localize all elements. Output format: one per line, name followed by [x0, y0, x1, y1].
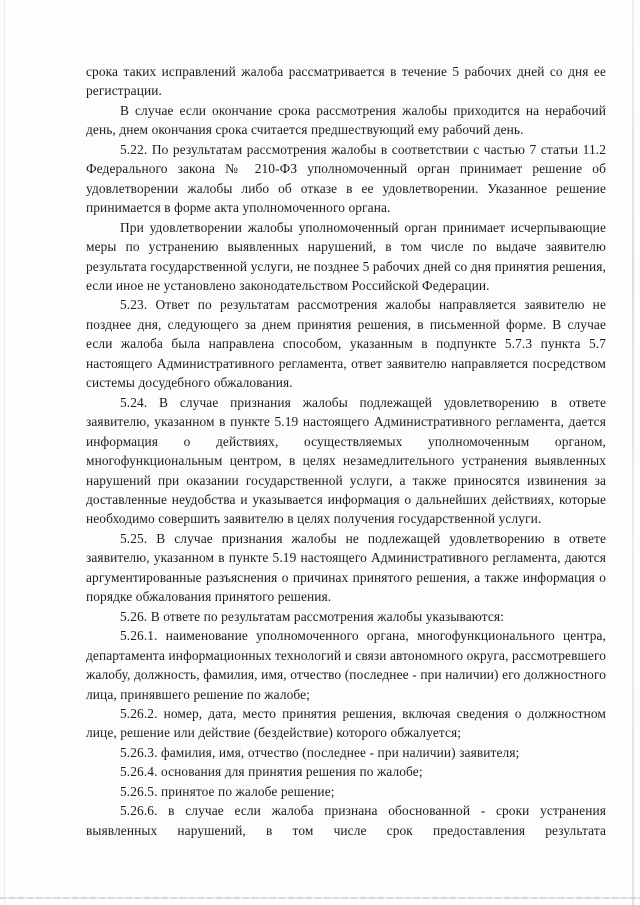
paragraph-satisfaction-measures: При удовлетворении жалобы уполномоченный орган принимает исчерпывающие меры по устранению выявленных нарушений, в том числе по выдаче заявителю результата государственной услуги, не позднее 5 рабочих дней со дня принятия решения, если иное не установлено законодательством Российской Федерации.: [86, 219, 606, 293]
paragraph-5-23: 5.23. Ответ по результатам рассмотрения жалобы направляется заявителю не позднее дня, следующего за днем принятия решения, в письменной форме. В случае если жалоба была направлена способом, указанным в подпункте 5.7.3 пункта 5.7 настоящего Административного регламента, ответ заявителю направляется посредством системы досудебного обжалования.: [86, 297, 606, 391]
scan-edge-left: [4, 0, 5, 905]
paragraph-5-26: 5.26. В ответе по результатам рассмотрения жалобы указываются:: [120, 608, 504, 624]
paragraph-5-26-3: 5.26.3. фамилия, имя, отчество (последнее - при наличии) заявителя;: [120, 744, 520, 760]
scan-edge-bottom: [0, 897, 640, 899]
paragraph-5-26-2: 5.26.2. номер, дата, место принятия решения, включая сведения о должностном лице, решение или действие (бездействие) которого обжалуется;: [86, 705, 606, 741]
paragraph-5-26-5: 5.26.5. принятое по жалобе решение;: [120, 783, 335, 799]
paragraph-continuation: срока таких исправлений жалоба рассматривается в течение 5 рабочих дней со дня ее регистрации.: [86, 64, 606, 99]
paragraph-5-22: 5.22. По результатам рассмотрения жалобы в соответствии с частью 7 статьи 11.2 Федерального закона № 210-ФЗ уполномоченный орган принимает решение об удовлетворении жалобы либо об отказе в ее удовлетворении. Указанное решение принимается в форме акта уполномоченного органа.: [86, 141, 606, 216]
document-body: [86, 62, 606, 840]
paragraph-5-26-6: 5.26.6. в случае если жалоба признана обоснованной - сроки устранения выявленных нарушений, в том числе срок предоставления результата: [86, 803, 606, 838]
paragraph-5-25: 5.25. В случае признания жалобы не подлежащей удовлетворению в ответе заявителю, указанном в пункте 5.19 настоящего Административного регламента, даются аргументированные разъяснения о причинах принятого решения, а также информация о порядке обжалования принятого решения.: [86, 530, 606, 605]
scan-edge-right: [632, 0, 634, 905]
paragraph-deadline-weekend: В случае если окончание срока рассмотрения жалобы приходится на нерабочий день, днем окончания срока считается предшествующий ему рабочий день.: [86, 102, 606, 138]
paragraph-5-26-1: 5.26.1. наименование уполномоченного органа, многофункционального центра, департамента информационных технологий и связи автономного округа, рассмотревшего жалобу, должность, фамилия, имя, отчество (последнее - при наличии) его должностного лица, принявшего решение по жалобе;: [86, 628, 606, 702]
paragraph-5-24: 5.24. В случае признания жалобы подлежащей удовлетворению в ответе заявителю, указанном в пункте 5.19 настоящего Административного регламента, дается информация о действиях, осуществляемых уполномоченным органом, многофункциональным центром, в целях незамедлительного устранения выявленных нарушений при оказании государственной услуги, а также приносятся извинения за доставленные неудобства и указывается информация о дальнейших действиях, которые необходимо совершить заявителю в целях получения государственной услуги.: [86, 394, 606, 527]
paragraph-5-26-4: 5.26.4. основания для принятия решения по жалобе;: [120, 764, 423, 780]
